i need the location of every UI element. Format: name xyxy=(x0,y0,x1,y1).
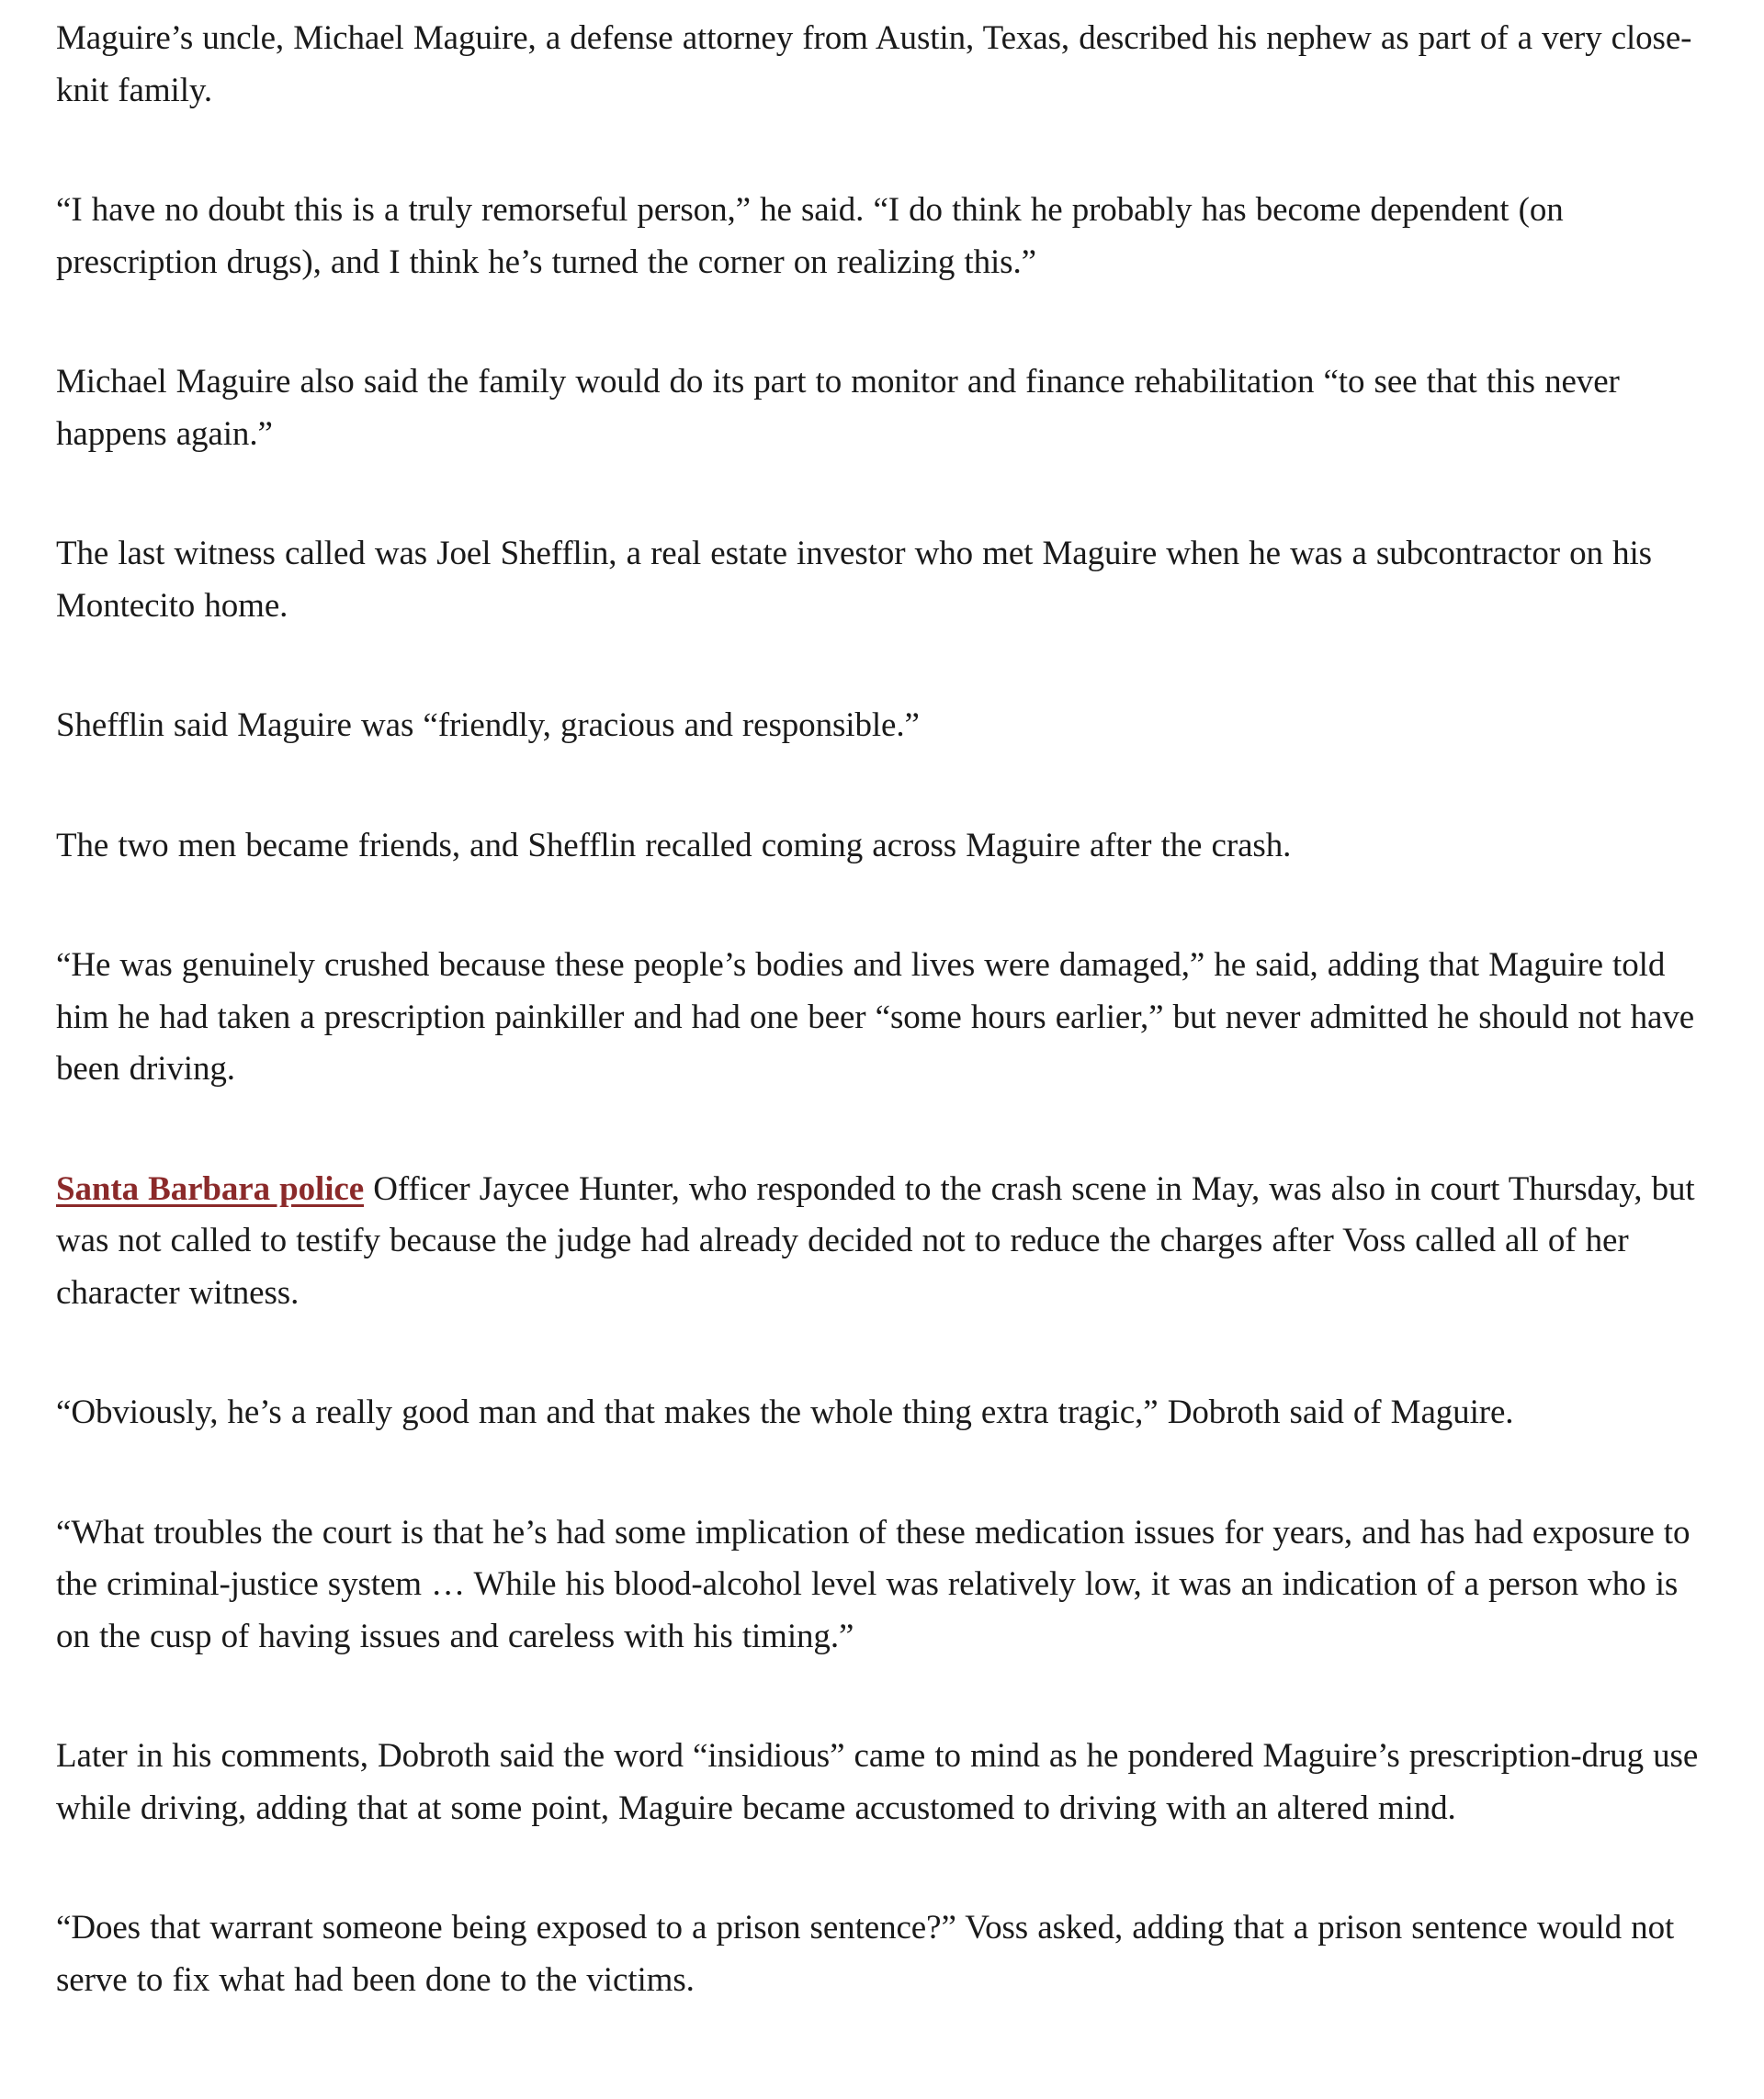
paragraph-text: The last witness called was Joel Shefflin, a real estate investor who met Maguire when he was a subcontractor on his Montecito home. xyxy=(56,535,1652,625)
paragraph-last-witness xyxy=(56,528,1710,632)
paragraph-family-rehab xyxy=(56,356,1710,460)
article-body xyxy=(56,13,1710,2074)
paragraph-text: Maguire’s uncle, Michael Maguire, a defense attorney from Austin, Texas, described his nephew as part of a very close-knit family. xyxy=(56,19,1692,109)
paragraph-uncle xyxy=(56,13,1710,117)
paragraph-shefflin-said xyxy=(56,700,1710,752)
paragraph-text: Michael Maguire also said the family would do its part to monitor and finance rehabilitation “to see that this never happens again.” xyxy=(56,363,1620,453)
paragraph-prison-sentence xyxy=(56,1902,1710,2006)
paragraph-troubles-court xyxy=(56,1507,1710,1664)
paragraph-text: “He was genuinely crushed because these people’s bodies and lives were damaged,” he said, adding that Maguire told him he had taken a prescription painkiller and had one beer “some hours earlier,” but never admitted he should not have been driving. xyxy=(56,946,1695,1088)
paragraph-good-man-quote xyxy=(56,1387,1710,1439)
paragraph-friends xyxy=(56,820,1710,873)
paragraph-crushed-quote xyxy=(56,940,1710,1096)
santa-barbara-police-link[interactable]: Santa Barbara police xyxy=(56,1169,365,1208)
paragraph-text: Officer Jaycee Hunter, who responded to the crash scene in May, was also in court Thursday, but was not called to testify because the judge had already decided not to reduce the charges after Voss called all of her character witness. xyxy=(56,1169,1695,1312)
paragraph-insidious xyxy=(56,1731,1710,1834)
paragraph-text: Later in his comments, Dobroth said the word “insidious” came to mind as he pondered Maguire’s prescription-drug use while driving, adding that at some point, Maguire became accustomed to driving with an altered mind. xyxy=(56,1737,1699,1827)
paragraph-officer-hunter xyxy=(56,1164,1710,1320)
paragraph-text: “I have no doubt this is a truly remorseful person,” he said. “I do think he probably has become dependent (on prescription drugs), and I think he’s turned the corner on realizing this.” xyxy=(56,191,1564,281)
paragraph-text: Shefflin said Maguire was “friendly, gracious and responsible.” xyxy=(56,706,920,744)
paragraph-text: “Does that warrant someone being exposed to a prison sentence?” Voss asked, adding that a prison sentence would not serve to fix what had been done to the victims. xyxy=(56,1909,1675,1999)
paragraph-text: The two men became friends, and Shefflin recalled coming across Maguire after the crash. xyxy=(56,826,1292,864)
paragraph-text: “Obviously, he’s a really good man and that makes the whole thing extra tragic,” Dobroth said of Maguire. xyxy=(56,1394,1514,1431)
paragraph-text: “What troubles the court is that he’s had some implication of these medication issues for years, and has had exposure to the criminal-justice system … While his blood-alcohol level was relatively low, it was an indication of a person who is on the cusp of having issues and careless with his timing.” xyxy=(56,1513,1690,1655)
paragraph-remorseful-quote xyxy=(56,185,1710,288)
